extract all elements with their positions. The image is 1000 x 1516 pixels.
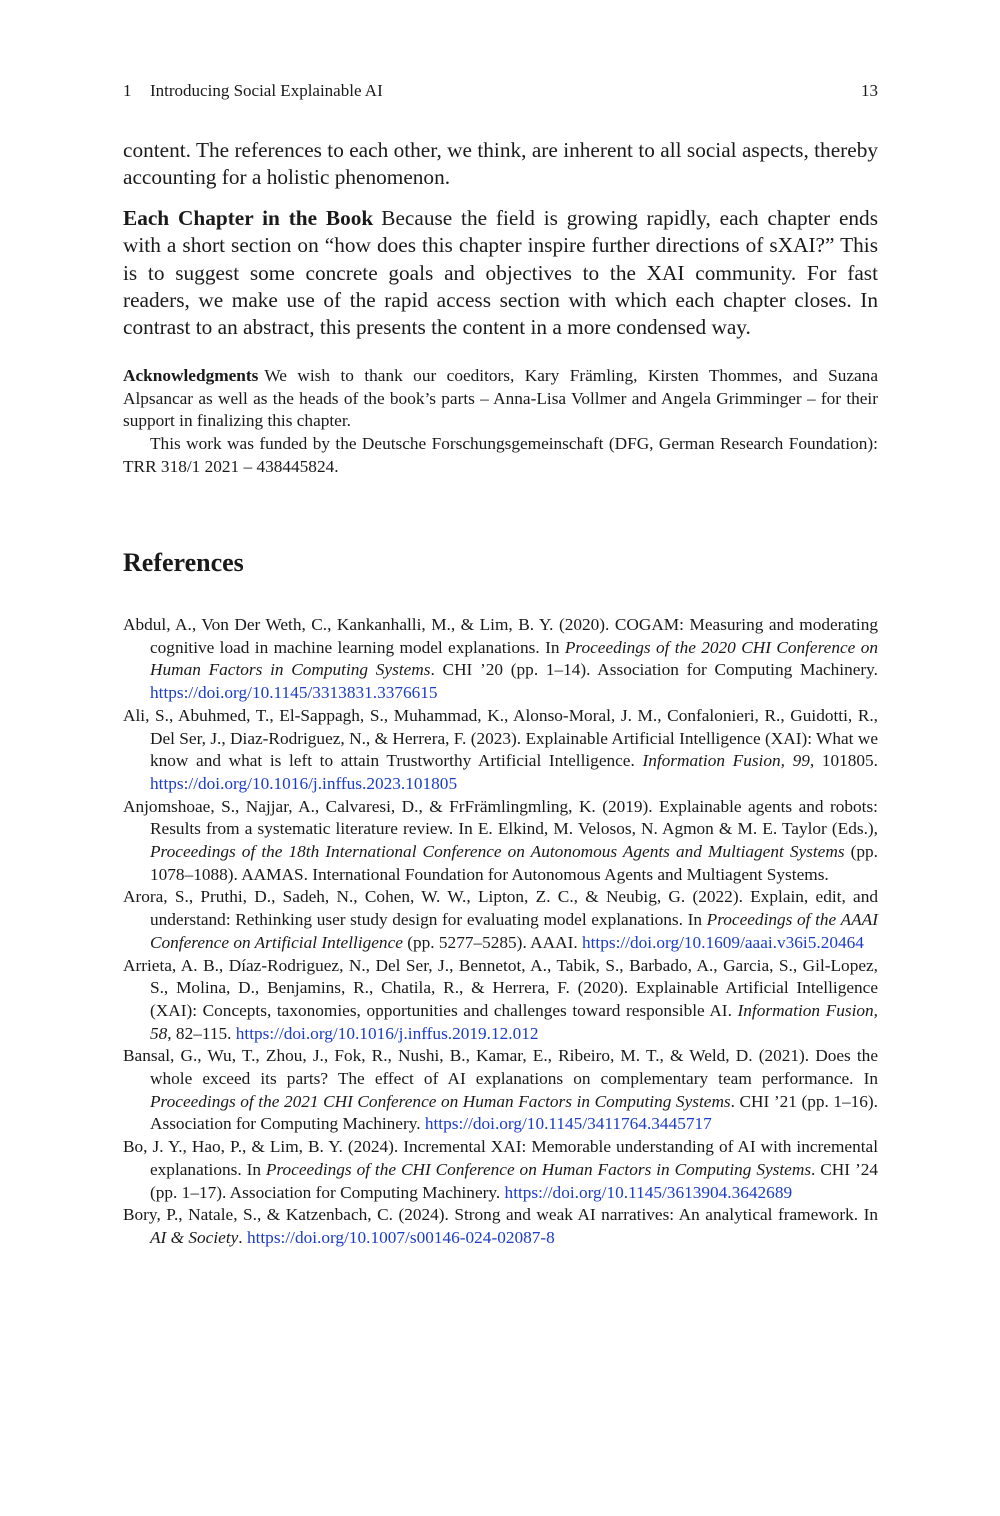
- reference-list: [123, 614, 878, 1250]
- ref-venue: Information Fusion, 99: [642, 751, 810, 771]
- reference-item: [123, 886, 878, 954]
- reference-item: [123, 1045, 878, 1136]
- doi-link[interactable]: https://doi.org/10.1609/aaai.v36i5.20464: [581, 932, 864, 952]
- ref-text: Arrieta, A. B., Díaz-Rodriguez, N., Del Ser, J., Bennetot, A., Tabik, S., Barbado, A., Garcia, S., Gil-Lopez, S., Molina, D., Benjamins, R., Chatila, R., & Herrera, F. (2020). Explainable Artificial Intelligence (XAI): Concepts, taxonomies, opportunities and challenges toward responsible AI.: [123, 955, 878, 1020]
- acknowledgments-heading: Acknowledgments: [123, 366, 259, 385]
- ref-text: Anjomshoae, S., Najjar, A., Calvaresi, D., & FrFrämlingmling, K. (2019). Explainable agents and robots: Results from a systematic literature review. In E. Elkind, M. Velosos, N. Agmon & M. E. Taylor (Eds.),: [123, 796, 878, 839]
- ref-venue: Proceedings of the CHI Conference on Human Factors in Computing Systems: [265, 1159, 812, 1179]
- ref-text: Bansal, G., Wu, T., Zhou, J., Fok, R., Nushi, B., Kamar, E., Ribeiro, M. T., & Weld, D. (2021). Does the whole exceed its parts? The effect of AI explanations on complementary team performance. In: [123, 1046, 878, 1089]
- ref-venue: Proceedings of the 2020 CHI Conference on Human Factors in Computing Systems: [150, 637, 878, 680]
- ref-venue: Proceedings of the 2021 CHI Conference on Human Factors in Computing Systems: [150, 1091, 731, 1111]
- chapter-overview-paragraph: [123, 205, 878, 341]
- acknowledgments-text: We wish to thank our coeditors, Kary Främling, Kirsten Thommes, and Suzana Alpsancar as well as the heads of the book’s parts – Anna-Lisa Vollmer and Angela Grimminger – for their support in finalizing this chapter.: [123, 366, 878, 431]
- ref-text: Bo, J. Y., Hao, P., & Lim, B. Y. (2024). Incremental XAI: Memorable understanding of AI with incremental explanations. In: [123, 1137, 878, 1179]
- doi-link[interactable]: https://doi.org/10.1145/3313831.3376615: [150, 683, 438, 703]
- ref-text: Ali, S., Abuhmed, T., El-Sappagh, S., Muhammad, K., Alonso-Moral, J. M., Confalonieri, R., Guidotti, R., Del Ser, J., Diaz-Rodriguez, N., & Herrera, F. (2023). Explainable Artificial Intelligence (XAI): What we know and what is left to attain Trustworthy Artificial Intelligence.: [123, 705, 878, 771]
- ref-text: , 82–115.: [167, 1023, 236, 1043]
- run-in-heading: Each Chapter in the Book: [123, 206, 374, 230]
- doi-link[interactable]: https://doi.org/10.1007/s00146-024-02087-8: [246, 1227, 555, 1247]
- reference-item: [123, 796, 878, 887]
- ref-venue: AI & Society: [150, 1227, 239, 1247]
- ref-text: Arora, S., Pruthi, D., Sadeh, N., Cohen, W. W., Lipton, Z. C., & Neubig, G. (2022). Explain, edit, and understand: Rethinking user study design for evaluating model explanations. In: [123, 887, 878, 930]
- page-number: 13: [861, 81, 878, 100]
- reference-item: [123, 955, 878, 1046]
- ref-venue: Proceedings of the 18th International Conference on Autonomous Agents and Multiagent Systems: [150, 842, 845, 862]
- ref-text: . CHI ’24 (pp. 1–17). Association for Computing Machinery.: [150, 1159, 878, 1202]
- doi-link[interactable]: https://doi.org/10.1016/j.inffus.2023.101805: [150, 773, 458, 793]
- doi-link[interactable]: https://doi.org/10.1145/3613904.3642689: [504, 1182, 793, 1202]
- ref-text: Bory, P., Natale, S., & Katzenbach, C. (2024). Strong and weak AI narratives: An analytical framework. In: [123, 1205, 878, 1225]
- ref-text: (pp. 1078–1088). AAMAS. International Foundation for Autonomous Agents and Multiagent Systems.: [150, 842, 878, 884]
- acknowledgments: [123, 365, 878, 433]
- ref-text: Abdul, A., Von Der Weth, C., Kankanhalli, M., & Lim, B. Y. (2020). COGAM: Measuring and moderating cognitive load in machine learning model explanations. In: [123, 615, 878, 657]
- reference-item: [123, 1204, 878, 1249]
- reference-item: [123, 705, 878, 796]
- ref-text: (pp. 5277–5285). AAAI.: [402, 932, 582, 952]
- chapter-title: Introducing Social Explainable AI: [150, 81, 383, 100]
- ref-venue: Information Fusion, 58: [150, 1000, 878, 1043]
- ref-text: .: [238, 1227, 247, 1247]
- reference-item: [123, 1136, 878, 1204]
- running-head: [123, 80, 878, 102]
- ref-text: . CHI ’21 (pp. 1–16). Association for Computing Machinery.: [150, 1091, 878, 1134]
- ref-venue: Proceedings of the AAAI Conference on Artificial Intelligence: [150, 910, 878, 952]
- doi-link[interactable]: https://doi.org/10.1016/j.inffus.2019.12.012: [235, 1023, 539, 1043]
- ref-text: . CHI ’20 (pp. 1–14). Association for Computing Machinery.: [430, 660, 879, 680]
- reference-item: [123, 614, 878, 705]
- funding-statement: This work was funded by the Deutsche Forschungsgemeinschaft (DFG, German Research Foundation): TRR 318/1 2021 – 438445824.: [123, 434, 878, 476]
- paragraph-text: Because the field is growing rapidly, each chapter ends with a short section on “how does this chapter inspire further directions of sXAI?” This is to suggest some concrete goals and objectives to the XAI community. For fast readers, we make use of the rapid access section with which each chapter closes. In contrast to an abstract, this presents the content in a more condensed way.: [123, 206, 878, 340]
- references-heading: References: [123, 548, 244, 577]
- doi-link[interactable]: https://doi.org/10.1145/3411764.3445717: [424, 1114, 712, 1134]
- body-paragraph: content. The references to each other, we think, are inherent to all social aspects, thereby accounting for a holistic phenomenon.: [123, 138, 878, 190]
- ref-text: , 101805.: [809, 751, 878, 771]
- chapter-number: 1: [123, 81, 132, 100]
